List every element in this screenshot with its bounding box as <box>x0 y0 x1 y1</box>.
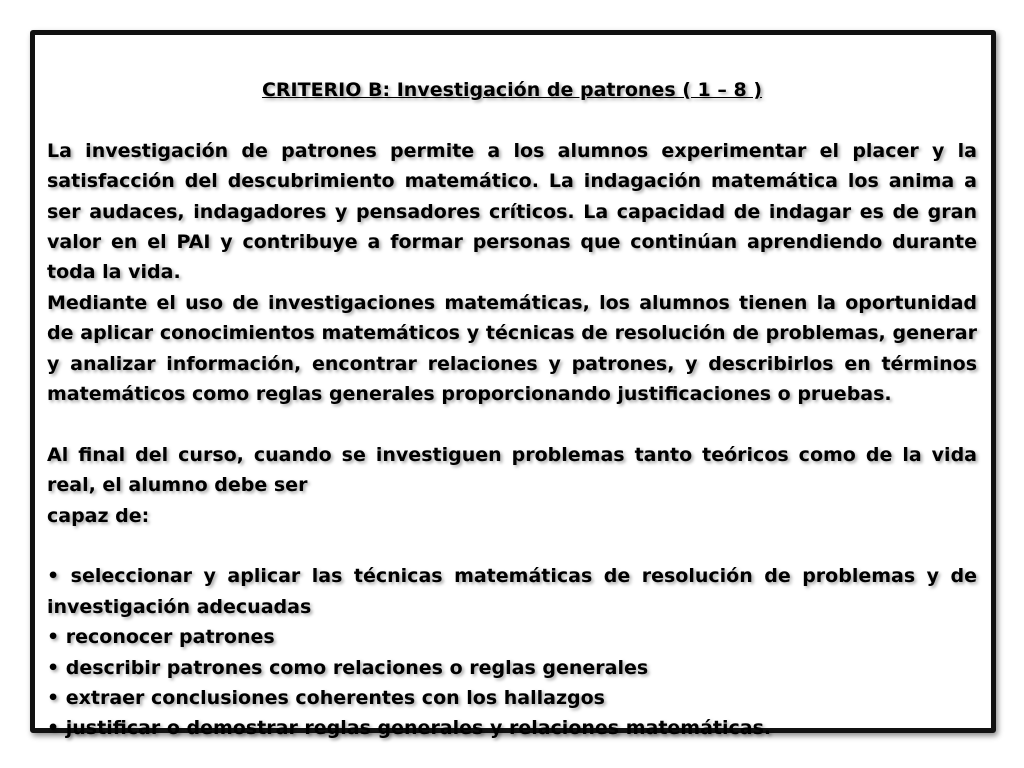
spacer <box>47 531 977 561</box>
paragraph-course-end: Al final del curso, cuando se investiguen problemas tanto teóricos como de la vida real, el alumno debe ser <box>47 443 977 497</box>
content-frame <box>30 30 996 740</box>
criterion-title: CRITERIO B: Investigación de patrones ( 1 – 8 ) <box>261 79 763 101</box>
bullet-item: • extraer conclusiones coherentes con los hallazgos <box>47 687 605 710</box>
spacer <box>47 105 977 135</box>
paragraph-intro: La investigación de patrones permite a los alumnos experimentar el placer y la satisfacción del descubrimiento matemático. La indagación matemática los anima a ser audaces, indagadores y pensadores críticos. La capacidad de indagar es de gran valor en el PAI y contribuye a formar personas que continúan aprendiendo durante toda la vida. <box>47 139 977 284</box>
spacer <box>47 409 977 439</box>
bullet-item: • justificar o demostrar reglas generales y relaciones matemáticas. <box>47 717 772 740</box>
content-body <box>47 75 977 744</box>
paragraph-investigations: Mediante el uso de investigaciones matemáticas, los alumnos tienen la oportunidad de aplicar conocimientos matemáticos y técnicas de resolución de problemas, generar y analizar información, encontrar relaciones y patrones, y describirlos en términos matemáticos como reglas generales proporcionando justificaciones o pruebas. <box>47 291 977 406</box>
bullet-item: • seleccionar y aplicar las técnicas matemáticas de resolución de problemas y de investigación adecuadas <box>47 565 977 618</box>
paragraph-capable: capaz de: <box>47 504 150 527</box>
bullet-item: • reconocer patrones <box>47 626 275 649</box>
bullet-item: • describir patrones como relaciones o reglas generales <box>47 656 649 679</box>
